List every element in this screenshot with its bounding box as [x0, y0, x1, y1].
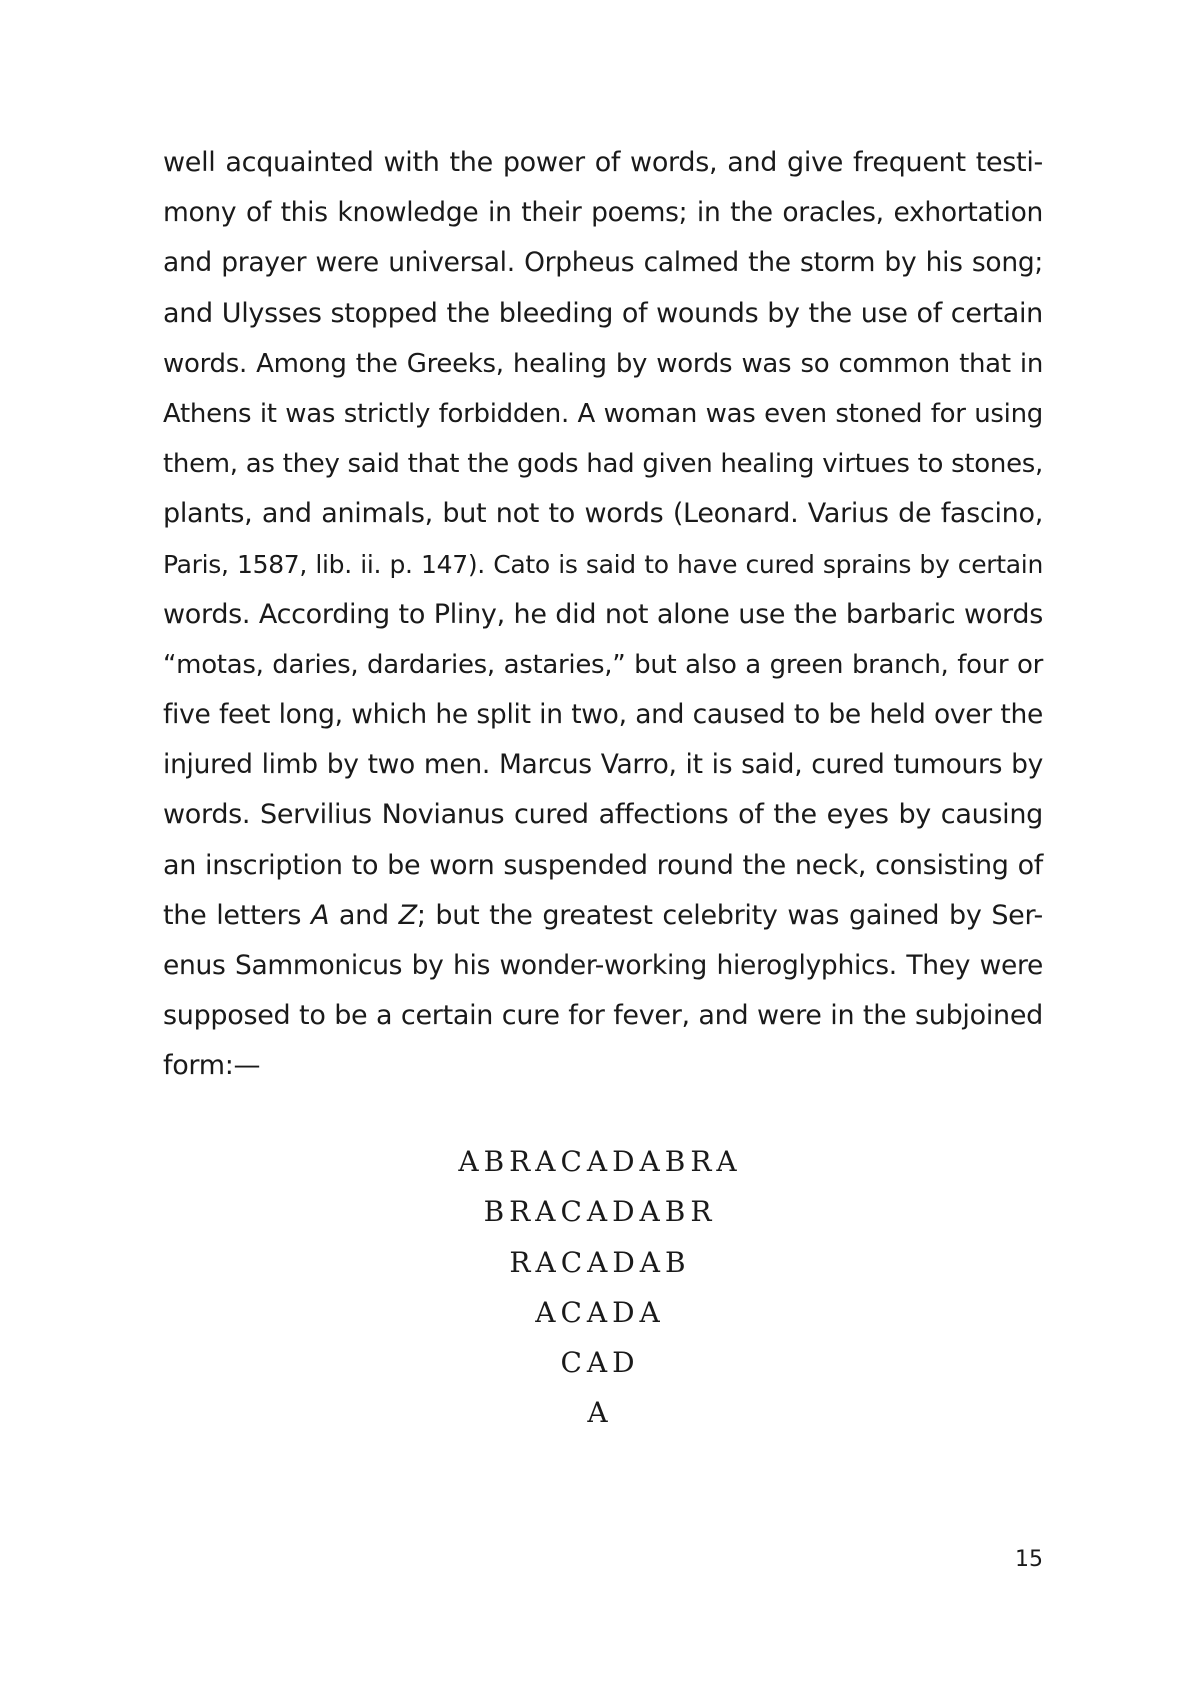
italic-letter-a: A	[310, 899, 330, 931]
text-line-letters-a-z	[163, 891, 1043, 941]
abracadabra-row: BRACADABR	[483, 1195, 717, 1229]
abracadabra-row: ACADA	[535, 1295, 665, 1329]
text-line: words. According to Pliny, he did not alone use the barbaric words	[163, 598, 1043, 630]
text-line: “motas, daries, dardaries, astaries,” but also a green branch, four or	[163, 649, 1043, 680]
abracadabra-triangle	[0, 1137, 1200, 1439]
text-line: words. Among the Greeks, healing by words was so common that in	[163, 348, 1043, 379]
text-segment: and	[329, 899, 399, 931]
page-number: 15	[1015, 1547, 1043, 1572]
text-line: well acquainted with the power of words, and give frequent testi-	[163, 147, 1043, 178]
text-line: them, as they said that the gods had given healing virtues to stones,	[163, 449, 1043, 480]
text-line: mony of this knowledge in their poems; in the oracles, exhortation	[163, 197, 1043, 229]
text-line: enus Sammonicus by his wonder-working hieroglyphics. They were	[163, 950, 1043, 981]
abracadabra-row: ABRACADABRA	[458, 1145, 742, 1178]
italic-letter-z: Z	[398, 899, 417, 931]
abracadabra-row: A	[587, 1396, 613, 1430]
text-line: and Ulysses stopped the bleeding of wounds by the use of certain	[163, 297, 1043, 329]
text-segment: ; but the greatest celebrity was gained by Ser-	[416, 899, 1043, 931]
text-line: supposed to be a certain cure for fever, and were in the subjoined	[163, 1000, 1043, 1032]
text-line-final: form:—	[163, 1050, 261, 1082]
text-line: words. Servilius Novianus cured affections of the eyes by causing	[163, 799, 1043, 831]
text-line: and prayer were universal. Orpheus calmed the storm by his song;	[163, 247, 1043, 279]
text-line: Paris, 1587, lib. ii. p. 147). Cato is said to have cured sprains by certain	[163, 549, 1043, 579]
body-text	[163, 138, 1043, 1092]
text-segment: the letters	[163, 899, 311, 931]
text-line: injured limb by two men. Marcus Varro, it is said, cured tumours by	[163, 749, 1043, 781]
text-line: plants, and animals, but not to words (Leonard. Varius de fascino,	[163, 498, 1043, 530]
abracadabra-row: CAD	[560, 1346, 640, 1380]
text-line: Athens it was strictly forbidden. A woman was even stoned for using	[163, 398, 1043, 429]
text-line: five feet long, which he split in two, and caused to be held over the	[163, 699, 1043, 731]
text-line: an inscription to be worn suspended round the neck, consisting of	[163, 849, 1043, 881]
abracadabra-row: RACADAB	[509, 1245, 691, 1279]
